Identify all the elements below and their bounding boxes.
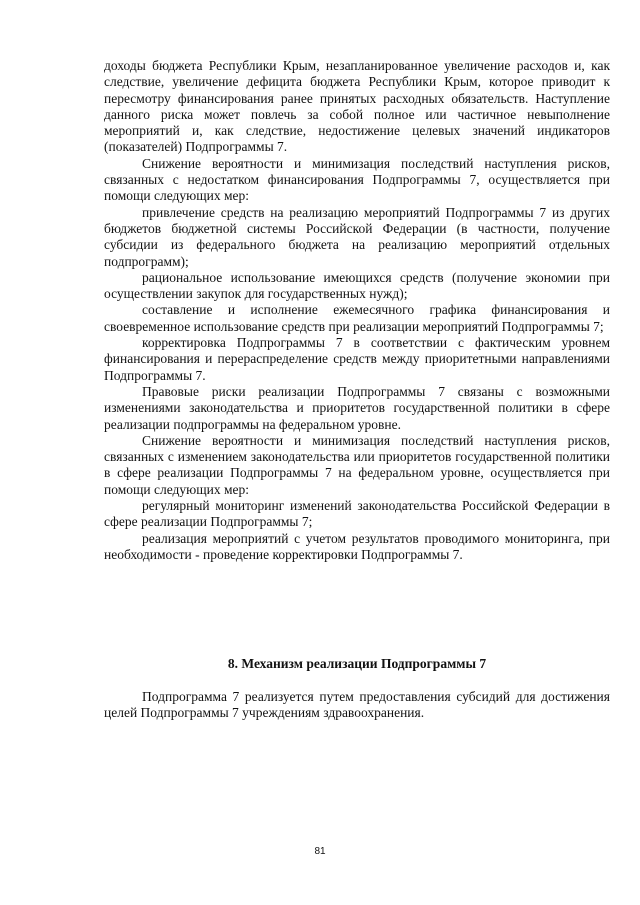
paragraph: рациональное использование имеющихся средств (получение экономии при осуществлении закупок для государственных нужд); xyxy=(104,269,610,302)
paragraph: доходы бюджета Республики Крым, незапланированное увеличение расходов и, как следствие, увеличение дефицита бюджета Республики Крым, которое приводит к пересмотру финансирования ранее принятых расходных обязательств. Наступление данного риска может повлечь за собой полное или частичное невыполнение мероприятий и, как следствие, недостижение целевых значений индикаторов (показателей) Подпрограммы 7. xyxy=(104,58,610,155)
body-text xyxy=(104,58,610,563)
page-number: 81 xyxy=(314,846,326,857)
paragraph: регулярный мониторинг изменений законодательства Российской Федерации в сфере реализации Подпрограммы 7; xyxy=(104,498,610,530)
paragraph: Снижение вероятности и минимизация последствий наступления рисков, связанных с недостатком финансирования Подпрограммы 7, осуществляется при помощи следующих мер: xyxy=(104,155,610,204)
paragraph: реализация мероприятий с учетом результатов проводимого мониторинга, при необходимости - проведение корректировки Подпрограммы 7. xyxy=(104,530,610,562)
section-body xyxy=(104,689,610,722)
paragraph: Подпрограмма 7 реализуется путем предоставления субсидий для достижения целей Подпрограммы 7 учреждениям здравоохранения. xyxy=(104,689,610,721)
paragraph: привлечение средств на реализацию мероприятий Подпрограммы 7 из других бюджетов бюджетной системы Российской Федерации (в частности, получение субсидии из федерального бюджета на реализацию мероприятий отдельных подпрограмм); xyxy=(104,204,610,269)
paragraph: Снижение вероятности и минимизация последствий наступления рисков, связанных с изменением законодательства или приоритетов государственной политики в сфере реализации Подпрограммы 7 на федеральном уровне, осуществляется при помощи следующих мер: xyxy=(104,432,610,497)
section-heading: 8. Механизм реализации Подпрограммы 7 xyxy=(227,656,487,671)
paragraph: корректировка Подпрограммы 7 в соответствии с фактическим уровнем финансирования и перераспределение средств между приоритетными направлениями Подпрограммы 7. xyxy=(104,335,610,383)
paragraph: Правовые риски реализации Подпрограммы 7 связаны с возможными изменениями законодательства и приоритетов государственной политики в сфере реализации подпрограммы на федеральном уровне. xyxy=(104,383,610,432)
paragraph: составление и исполнение ежемесячного графика финансирования и своевременное использование средств при реализации мероприятий Подпрограммы 7; xyxy=(104,302,610,334)
